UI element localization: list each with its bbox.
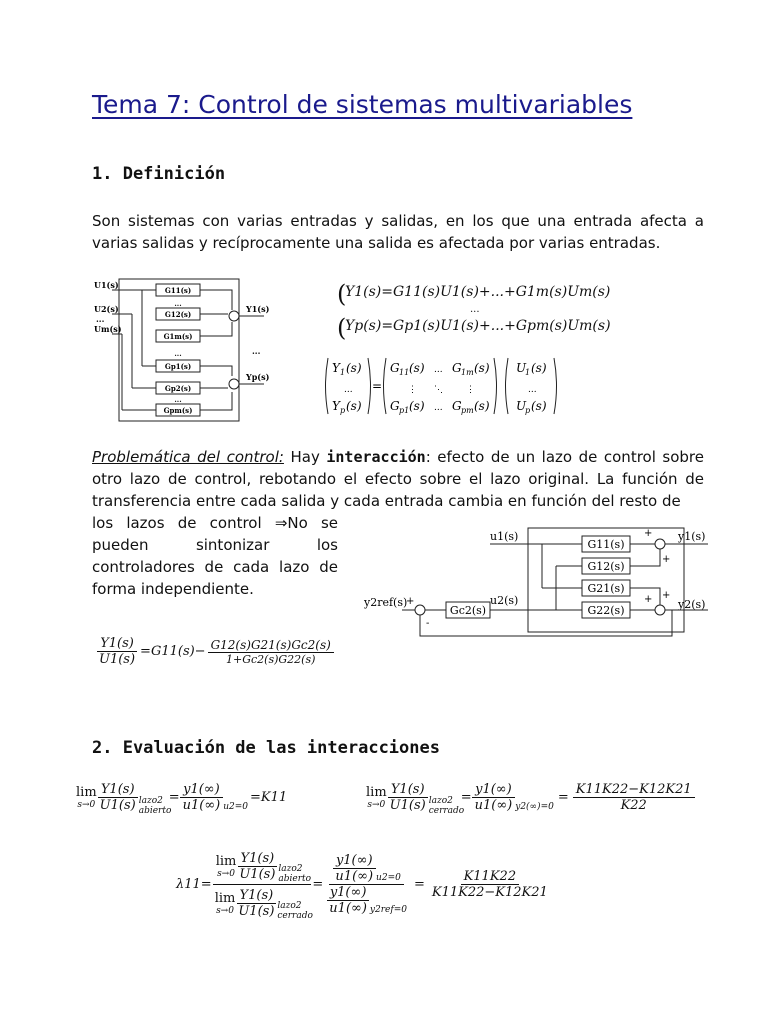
block-gpm: Gpm(s) <box>163 406 193 415</box>
section-heading-evaluacion: 2. Evaluación de las interacciones <box>92 738 440 758</box>
svg-text:pm: pm <box>461 406 474 415</box>
block-g22: G22(s) <box>587 604 625 617</box>
equation-closed-loop: lim s→0 $\frac{Y1(s)}{U1(s)}$ lazo2 cerrado = $\frac{y1(\infty)}{u1(\infty)}$ y2(∞)=0 = $\frac{K11K22-K12K21}{K22}$ <box>366 778 695 816</box>
block-g1m: G1m(s) <box>163 332 193 341</box>
svg-text:⋮: ⋮ <box>408 385 417 395</box>
input-label-dots: ... <box>96 314 105 324</box>
equation-yp: ( Yp(s)=Gp1(s)U1(s)+...+Gpm(s)Um(s) <box>337 314 611 342</box>
svg-text:=: = <box>372 379 383 393</box>
block-g12: G12(s) <box>164 310 192 319</box>
input-label-u2: U2(s) <box>94 304 119 314</box>
label-u2: u2(s) <box>490 594 519 607</box>
block-gp1: Gp1(s) <box>164 362 192 371</box>
svg-text:⋱: ⋱ <box>434 385 443 395</box>
svg-text:-: - <box>426 618 430 629</box>
svg-text:...: ... <box>434 403 443 413</box>
svg-text:Y: Y <box>332 361 340 375</box>
two-loop-block-diagram <box>362 522 712 642</box>
problem-paragraph: Problemática del control: Hay interacción: efecto de un lazo de control sobre otro lazo de control, rebotando el efecto sobre el lazo original. La función de transferencia entre cada salida y cada entrada cambia en función del resto de <box>92 448 704 510</box>
block-g12: G12(s) <box>587 560 625 573</box>
block-g11: G11(s) <box>164 286 192 295</box>
svg-text:...: ... <box>434 365 443 375</box>
input-label-u1: U1(s) <box>94 280 119 290</box>
label-u1: u1(s) <box>490 530 519 543</box>
input-label-um: Um(s) <box>94 324 122 334</box>
svg-text:(s): (s) <box>409 361 425 375</box>
svg-text:p: p <box>340 406 346 415</box>
output-label-yp: Yp(s) <box>246 372 270 382</box>
svg-text:G: G <box>452 399 462 413</box>
mimo-block-diagram <box>92 276 270 426</box>
equation-dots: ... <box>470 304 480 315</box>
block-gp2: Gp2(s) <box>164 384 192 393</box>
section-heading-definicion: 1. Definición <box>92 164 226 184</box>
keyword-interaccion: interacción <box>326 448 426 466</box>
svg-text:+: + <box>644 528 653 539</box>
block-dots-1: ... <box>174 299 182 308</box>
svg-text:11: 11 <box>399 368 410 377</box>
svg-text:Y: Y <box>332 399 340 413</box>
svg-text:G: G <box>390 399 400 413</box>
svg-text:(s): (s) <box>474 361 490 375</box>
equation-open-loop: lim s→0 $\frac{Y1(s)}{U1(s)}$ lazo2 abierto = $\frac{y1(\infty)}{u1(\infty)}$ u2=0 =K11 <box>76 781 288 816</box>
label-y2: y2(s) <box>678 598 706 611</box>
svg-text:+: + <box>644 594 653 605</box>
output-label-dots: ... <box>252 346 261 356</box>
svg-text:(s): (s) <box>346 361 362 375</box>
svg-text:1: 1 <box>525 368 531 377</box>
svg-text:p1: p1 <box>399 406 410 415</box>
output-label-y1: Y1(s) <box>246 304 270 314</box>
svg-text:(s): (s) <box>531 361 547 375</box>
block-g11: G11(s) <box>587 538 625 551</box>
problem-label: Problemática del control: <box>92 448 284 466</box>
definition-paragraph: Son sistemas con varias entradas y salidas, en los que una entrada afecta a varias salidas y recíprocamente una salida es afectada por varias entradas. <box>92 212 704 252</box>
svg-text:+: + <box>406 596 415 607</box>
svg-text:(s): (s) <box>409 399 425 413</box>
svg-text:G: G <box>452 361 462 375</box>
transfer-function-equation: $\frac{Y1(s)}{U1(s)}$ =G11(s)− $\frac{G12(s)G21(s)Gc2(s)}{1+Gc2(s)G22(s)}$ <box>96 636 334 667</box>
page-title: Tema 7: Control de sistemas multivariables <box>92 90 633 119</box>
block-dots-2: ... <box>174 349 182 358</box>
label-y1: y1(s) <box>678 530 706 543</box>
svg-text:1m: 1m <box>461 368 474 377</box>
svg-text:1: 1 <box>340 368 346 377</box>
svg-text:G: G <box>390 361 400 375</box>
controller-gc2: Gc2(s) <box>449 604 487 617</box>
svg-text:(s): (s) <box>531 399 547 413</box>
block-dots-3: ... <box>174 395 182 404</box>
svg-text:(s): (s) <box>346 399 362 413</box>
svg-text:(s): (s) <box>474 399 490 413</box>
svg-text:+: + <box>662 554 671 565</box>
svg-text:U: U <box>516 361 527 375</box>
equation-y1: ( Y1(s)=G11(s)U1(s)+...+G1m(s)Um(s) <box>337 280 611 308</box>
label-y2ref: y2ref(s) <box>364 596 408 609</box>
svg-text:U: U <box>516 399 527 413</box>
problem-paragraph-cont: los lazos de control ⇒No se pueden sintonizar los controladores de cada lazo de forma independiente. <box>92 514 339 598</box>
matrix-equation <box>322 354 574 418</box>
svg-text:...: ... <box>528 385 537 395</box>
svg-text:p: p <box>525 406 531 415</box>
equation-relative-gain: λ11= lim s→0 $\frac{Y1(s)}{U1(s)}$ lazo2 abierto lim s→0 $\frac{Y1(s)}{U1(s)}$ lazo2 cerrado = $\frac{y1(\infty)}{u1(\infty)}$ u2=0 $\frac{y1(\infty)}{u1(\infty)}$ y2ref=0 = $\frac{K11K22}{K11K22-K12K21}$ <box>176 848 551 921</box>
block-g21: G21(s) <box>587 582 625 595</box>
svg-text:...: ... <box>344 385 353 395</box>
svg-text:+: + <box>662 590 671 601</box>
svg-text:⋮: ⋮ <box>466 385 475 395</box>
